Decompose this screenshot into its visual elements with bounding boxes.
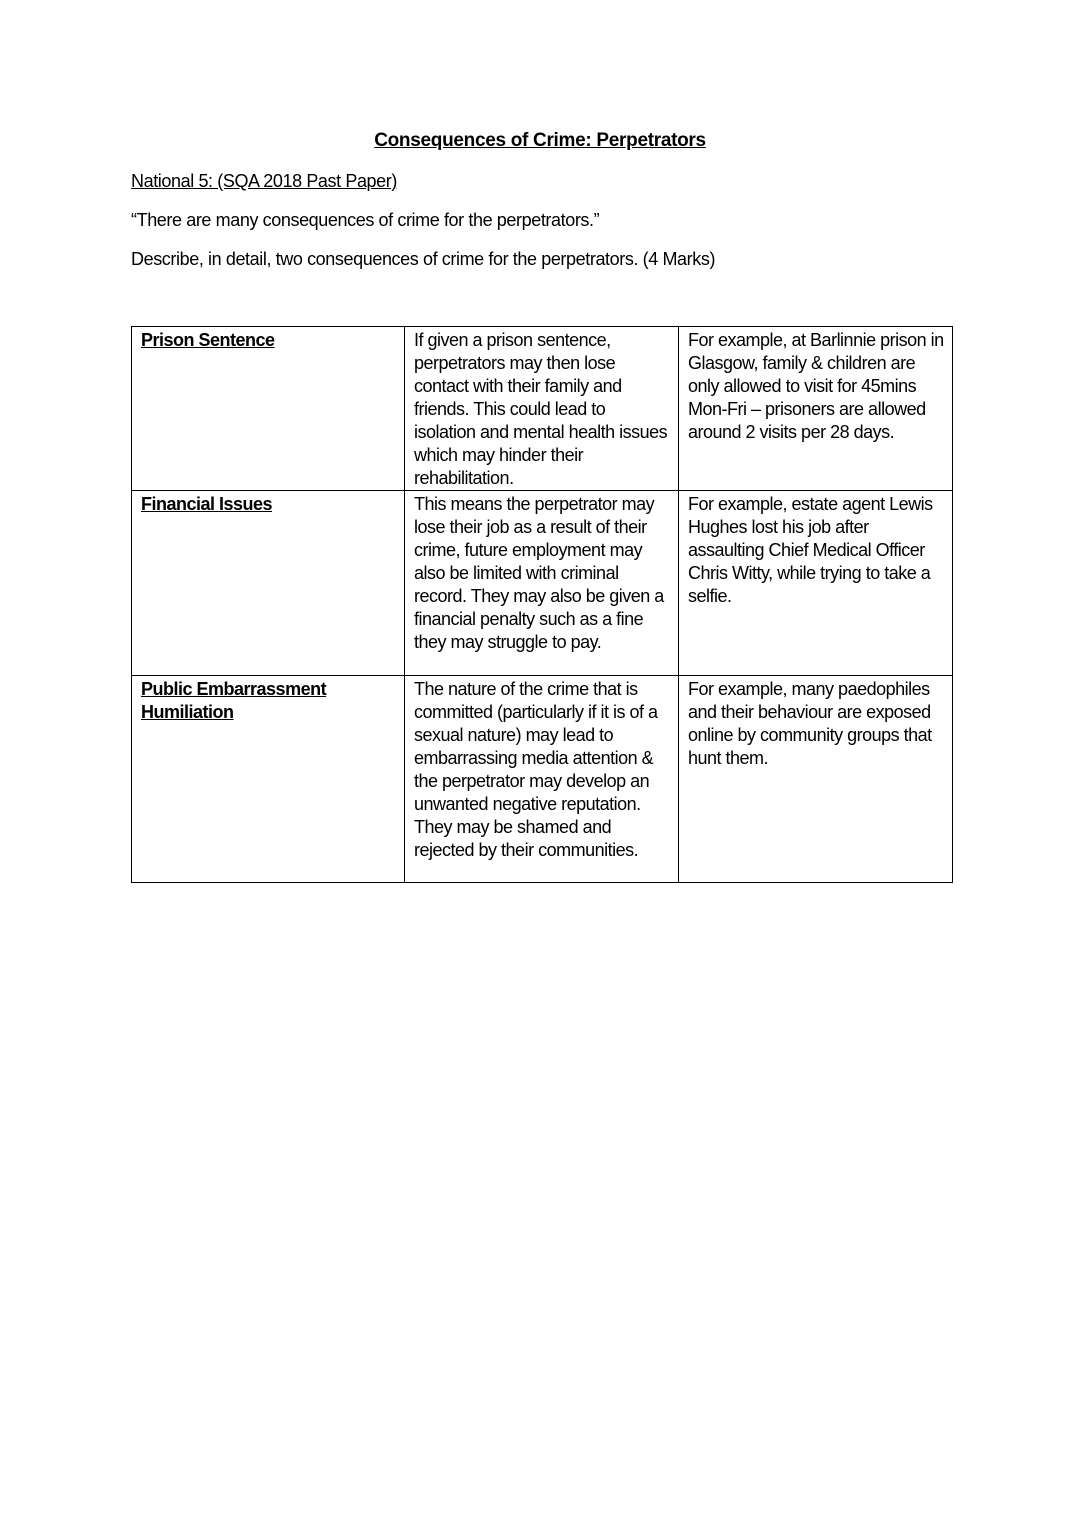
example-cell: For example, at Barlinnie prison in Glasgow, family & children are only allowed to visit for 45mins Mon-Fri – prisoners are allowed around 2 visits per 28 days. bbox=[679, 327, 953, 491]
consequences-table bbox=[131, 326, 953, 883]
row-heading-cell bbox=[132, 676, 405, 883]
row-heading: Public Embarrassment bbox=[141, 679, 327, 699]
table-row bbox=[132, 676, 953, 883]
example-cell: For example, many paedophiles and their behaviour are exposed online by community groups that hunt them. bbox=[679, 676, 953, 883]
question-text: Describe, in detail, two consequences of crime for the perpetrators. (4 Marks) bbox=[131, 249, 716, 269]
row-heading: Humiliation bbox=[141, 702, 234, 722]
page-title: Consequences of Crime: Perpetrators bbox=[374, 130, 706, 151]
row-heading-cell bbox=[132, 327, 405, 491]
example-cell: For example, estate agent Lewis Hughes lost his job after assaulting Chief Medical Officer Chris Witty, while trying to take a selfie. bbox=[679, 491, 953, 676]
explanation-cell: This means the perpetrator may lose their job as a result of their crime, future employment may also be limited with criminal record. They may also be given a financial penalty such as a fine they may struggle to pay. bbox=[405, 491, 679, 676]
table-row bbox=[132, 491, 953, 676]
question-quote: “There are many consequences of crime for the perpetrators.” bbox=[131, 210, 600, 230]
row-heading-cell bbox=[132, 491, 405, 676]
row-heading: Prison Sentence bbox=[141, 330, 275, 350]
paper-reference: National 5: (SQA 2018 Past Paper) bbox=[131, 171, 397, 191]
explanation-cell: If given a prison sentence, perpetrators may then lose contact with their family and friends. This could lead to isolation and mental health issues which may hinder their rehabilitation. bbox=[405, 327, 679, 491]
table-row bbox=[132, 327, 953, 491]
explanation-cell: The nature of the crime that is committed (particularly if it is of a sexual nature) may lead to embarrassing media attention & the perpetrator may develop an unwanted negative reputation. They may be shamed and rejected by their communities. bbox=[405, 676, 679, 883]
row-heading: Financial Issues bbox=[141, 494, 273, 514]
